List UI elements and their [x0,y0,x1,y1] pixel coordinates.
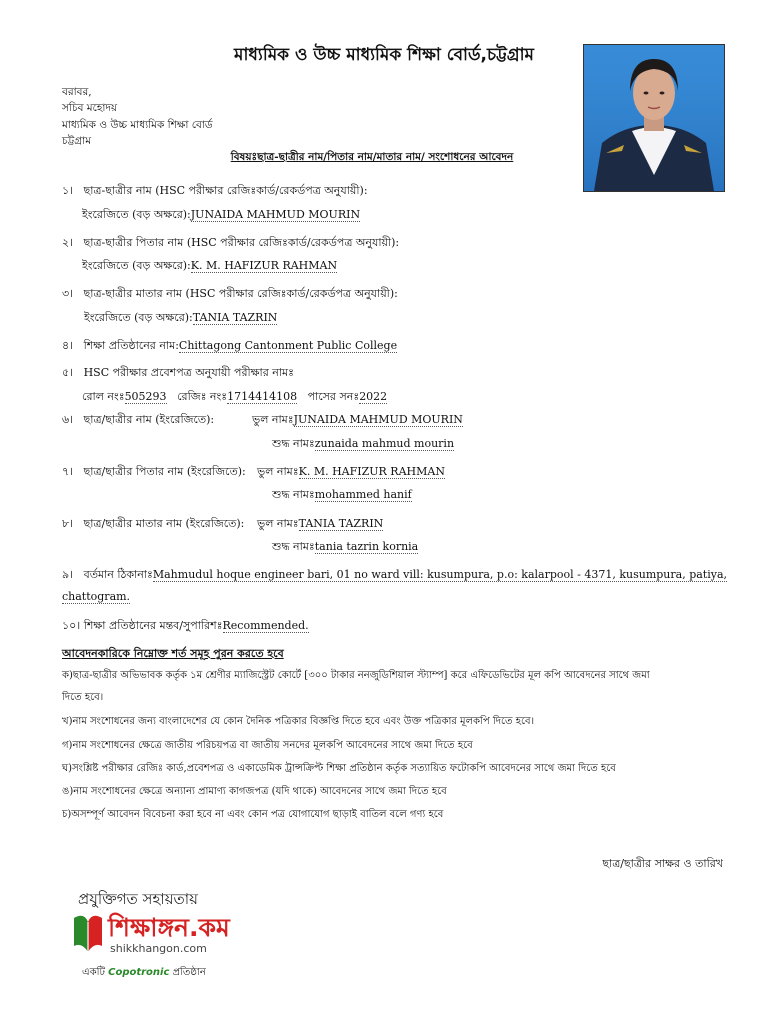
item-8-wrong [257,515,383,534]
right-label: শুদ্ধ নামঃ [272,488,315,501]
student-name-value: JUNAIDA MAHMUD MOURIN [190,208,361,221]
wrong-value: TANIA TAZRIN [298,517,384,530]
logo-wordmark: শিক্ষাঙ্গন.কম [108,913,230,942]
item-4 [62,337,397,356]
condition-4: ঘ)সংশ্লিষ্ট পরীক্ষার রেজিঃ কার্ড,প্রবেশপত্র ও একাডেমিক ট্রান্সক্রিপ্ট শিক্ষা প্রতিষ্ঠান কর্তৃক সত্যায়িত ফটোকপি আবেদনের সাথে জমা দিতে হবে [62,763,616,774]
item-6 [62,411,214,430]
item-number: ৫। [62,366,74,379]
item-number: ৩। [62,287,74,300]
father-name-value: K. M. HAFIZUR RAHMAN [190,259,338,272]
item-5-details [82,388,387,407]
item-label: ছাত্র/ছাত্রীর মাতার নাম (ইংরেজিতে): [83,517,245,530]
item-9-cont [62,590,130,603]
recommendation-value: Recommended. [222,619,309,632]
item-7-right [272,486,412,505]
item-label: ছাত্র/ছাত্রীর নাম (ইংরেজিতে): [83,413,215,426]
item-label: ছাত্র/ছাত্রীর পিতার নাম (ইংরেজিতে): [83,465,246,478]
condition-1-cont: দিতে হবে। [62,692,104,703]
year-label: পাসের সনঃ [307,390,360,403]
logo-footer-pre: একটি [82,967,105,978]
roll-label: রোল নংঃ [82,390,125,403]
condition-3: গ)নাম সংশোধনের ক্ষেত্রে জাতীয় পরিচয়পত্র বা জাতীয় সনদের মূলকপি আবেদনের সাথে জমা দিতে হবে [62,740,473,751]
sub-label: ইংরেজিতে (বড় অক্ষরে): [82,259,191,272]
item-10 [62,617,309,636]
logo-mark-icon [70,912,106,957]
item-6-wrong [252,411,463,430]
item-2-english [82,257,337,276]
condition-6: চ)অসম্পূর্ণ আবেদন বিবেচনা করা হবে না এবং কোন পত্র যোগাযোগ ছাড়াই বাতিল বলে গণ্য হবে [62,809,444,820]
address-value-2: chattogram. [62,590,131,603]
right-label: শুদ্ধ নামঃ [272,437,315,450]
signature-label: ছাত্র/ছাত্রীর সাক্ষর ও তারিখ [602,857,723,870]
condition-1: ক)ছাত্র-ছাত্রীর অভিভাবক কর্তৃক ১ম শ্রেণীর ম্যাজিস্ট্রেট কোর্টে [৩০০ টাকার ননজুডিশিয়াল স্ট্যাম্প] করে এফিডেভিটের মূল কপি আবেদনের সাথে জমা [62,670,650,681]
item-label: শিক্ষা প্রতিষ্ঠানের মন্তব/সুপারিশঃ [83,619,223,632]
item-label: শিক্ষা প্রতিষ্ঠানের নাম: [83,339,179,352]
applicant-photo [583,44,725,192]
item-label: HSC পরীক্ষার প্রবেশপত্র অনুযায়ী পরীক্ষার নামঃ [83,366,295,379]
logo-footer-post: প্রতিষ্ঠান [172,967,206,978]
applicant-photo-image [584,45,724,191]
right-label: শুদ্ধ নামঃ [272,540,315,553]
wrong-label: ভুল নামঃ [252,413,294,426]
item-number: ১। [62,184,74,197]
logo-tagline: প্রযুক্তিগত সহায়তায় [78,890,198,908]
item-8-right [272,538,418,557]
item-5 [62,364,294,383]
sub-label: ইংরেজিতে (বড় অক্ষরে): [82,208,191,221]
item-2 [62,234,399,253]
right-value: mohammed hanif [314,488,412,501]
wrong-value: K. M. HAFIZUR RAHMAN [298,465,445,478]
condition-5: ঙ)নাম সংশোধনের ক্ষেত্রে অন্যান্য প্রামাণ্য কাগজপত্র (যদি থাকে) আবেদনের সাথে জমা দিতে হবে [62,786,447,797]
address-line-2: সচিব মহোদয় [62,102,118,114]
item-number: ৪। [62,339,74,352]
address-value-1: Mahmudul hoque engineer bari, 01 no ward vill: kusumpura, p.o: kalarpool - 4371, kusumpura, patiya, [152,568,728,581]
logo-footer-brand: Copotronic [108,967,170,978]
reg-value: 1714414108 [227,390,298,403]
item-number: ২। [62,236,74,249]
board-title: মাধ্যমিক ও উচ্চ মাধ্যমিক শিক্ষা বোর্ড,চট্টগ্রাম [234,45,534,65]
item-number: ৮। [62,517,74,530]
address-line-1: বরাবর, [62,86,92,98]
institution-value: Chittagong Cantonment Public College [178,339,398,352]
logo-url: shikkhangon.com [110,942,207,955]
item-number: ১০। [62,619,81,632]
item-9 [62,566,727,585]
item-1-english [82,206,360,225]
item-1 [62,182,368,201]
mother-name-value: TANIA TAZRIN [192,311,278,324]
wrong-label: ভুল নামঃ [257,465,299,478]
right-value: zunaida mahmud mourin [314,437,455,450]
item-number: ৭। [62,465,74,478]
conditions-heading: আবেদনকারিকে নিম্নোক্ত শর্ত সমূহ পুরন করতে হবে [62,647,284,660]
item-8 [62,515,244,534]
right-value: tania tazrin kornia [314,540,419,553]
item-label: ছাত্র-ছাত্রীর মাতার নাম (HSC পরীক্ষার রেজিঃকার্ড/রেকর্ডপত্র অনুযায়ী): [83,287,398,300]
address-line-4: চট্টগ্রাম [62,135,92,147]
item-number: ৬। [62,413,74,426]
item-3 [62,285,398,304]
item-label: ছাত্র-ছাত্রীর পিতার নাম (HSC পরীক্ষার রেজিঃকার্ড/রেকর্ডপত্র অনুযায়ী): [83,236,400,249]
roll-value: 505293 [124,390,167,403]
sub-label: ইংরেজিতে (বড় অক্ষরে): [84,311,193,324]
reg-label: রেজিঃ নংঃ [177,390,228,403]
item-7 [62,463,246,482]
item-7-wrong [257,463,445,482]
wrong-label: ভুল নামঃ [257,517,299,530]
condition-2: খ)নাম সংশোধনের জন্য বাংলাদেশের যে কোন দৈনিক পত্রিকার বিজ্ঞপ্তি দিতে হবে এবং উক্ত পত্রিকার মূলকপি দিতে হবে। [62,716,535,727]
address-line-3: মাধ্যমিক ও উচ্চ মাধ্যমিক শিক্ষা বোর্ড [62,119,213,131]
subject-line: বিষয়ঃছাত্র-ছাত্রীর নাম/পিতার নাম/মাতার নাম/ সংশোধনের আবেদন [230,151,514,163]
item-number: ৯। [62,568,74,581]
year-value: 2022 [359,390,388,403]
wrong-value: JUNAIDA MAHMUD MOURIN [293,413,463,426]
item-label: ছাত্র-ছাত্রীর নাম (HSC পরীক্ষার রেজিঃকার্ড/রেকর্ডপত্র অনুযায়ী): [83,184,368,197]
logo-footer [82,965,206,982]
item-3-english [84,309,277,328]
item-label: বর্তমান ঠিকানাঃ [83,568,153,581]
item-6-right [272,435,454,454]
